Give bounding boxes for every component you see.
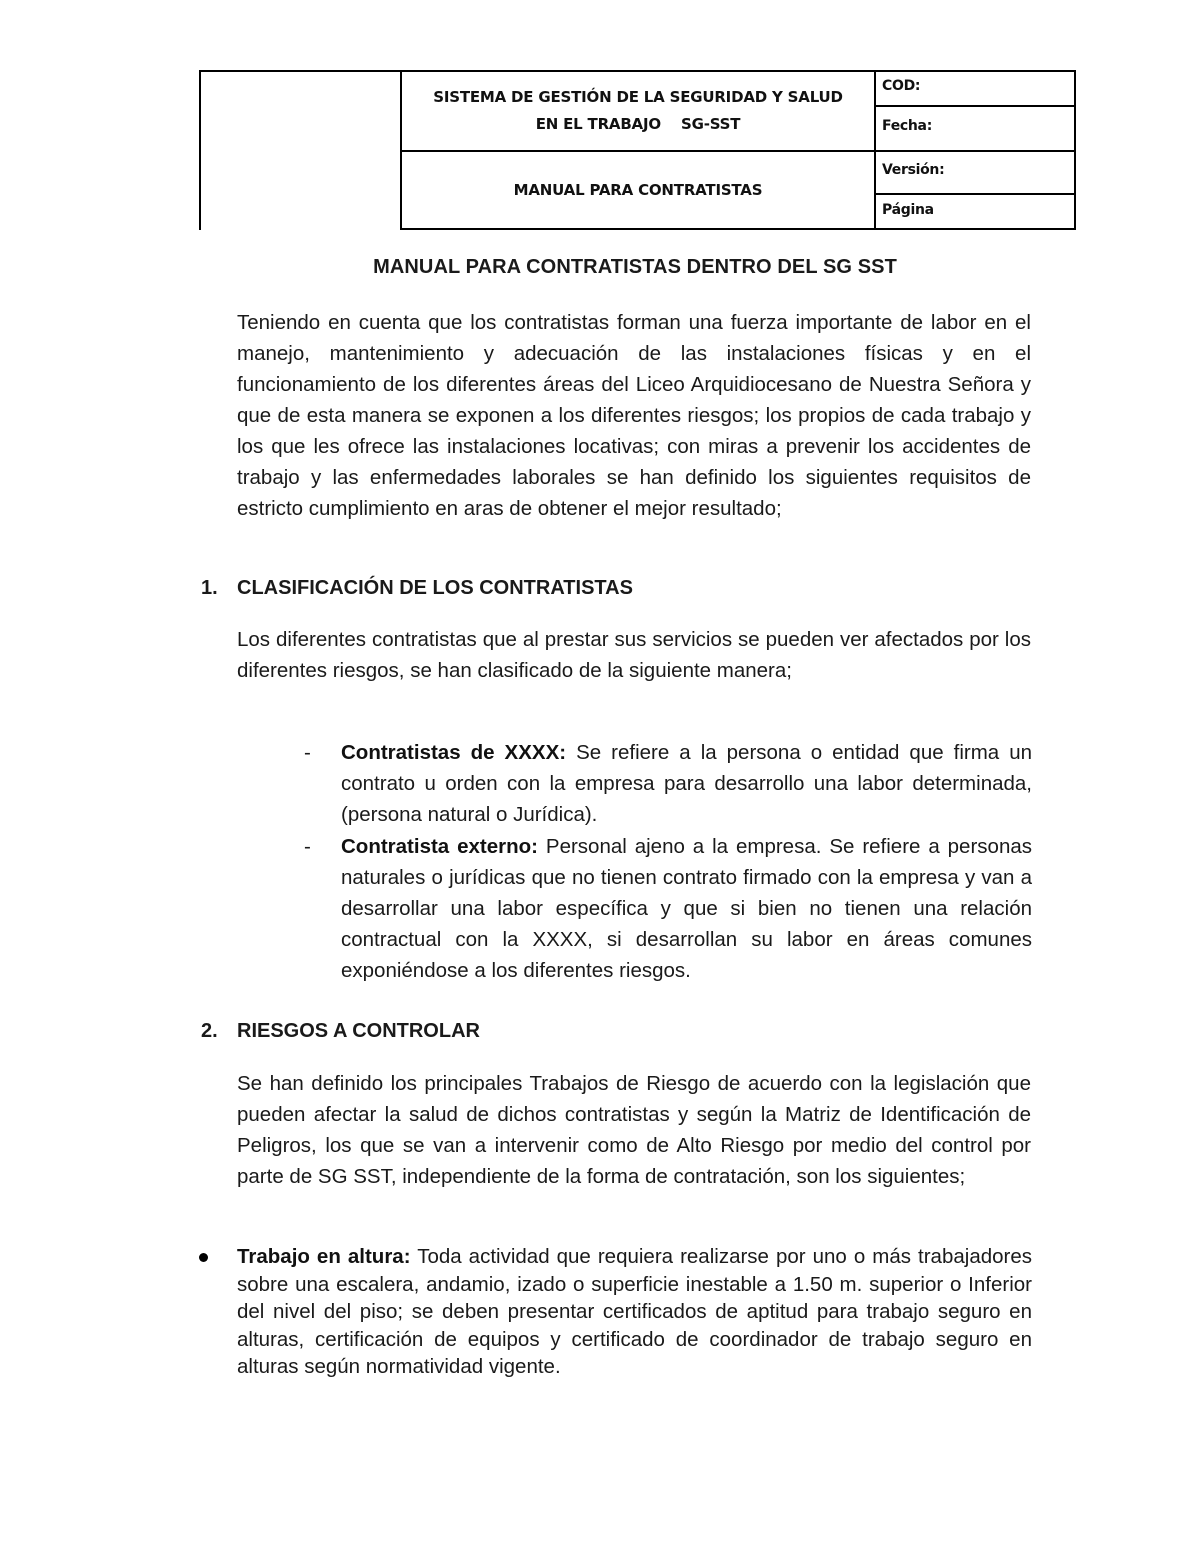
bullet-icon bbox=[199, 1253, 208, 1262]
dash-marker: - bbox=[304, 741, 311, 764]
list-item-label: Trabajo en altura: bbox=[237, 1245, 411, 1268]
system-title-cell bbox=[402, 72, 874, 150]
section-2-number: 2. bbox=[201, 1020, 218, 1042]
dash-marker: - bbox=[304, 835, 311, 858]
section-2-paragraph: Se han definido los principales Trabajos de Riesgo de acuerdo con la legislación que pueden afectar la salud de dichos contratistas y según la Matriz de Identificación de Peligros, los que se van a intervenir como de Alto Riesgo por medio del control por parte de SG SST, independiente de la forma de contratación, son los siguientes; bbox=[237, 1072, 1031, 1188]
list-item-contratistas-xxxx bbox=[341, 737, 1032, 830]
system-title-line2: EN EL TRABAJO SG-SST bbox=[535, 115, 741, 133]
cod-label: COD: bbox=[882, 78, 921, 94]
version-label: Versión: bbox=[882, 162, 945, 178]
section-1-title: CLASIFICACIÓN DE LOS CONTRATISTAS bbox=[237, 577, 633, 599]
section-1-number: 1. bbox=[201, 577, 218, 599]
list-item-label: Contratista externo: bbox=[341, 835, 538, 858]
section-1-heading bbox=[201, 577, 633, 600]
system-title-line1: SISTEMA DE GESTIÓN DE LA SEGURIDAD Y SALUD bbox=[433, 88, 843, 106]
list-item-text: Personal ajeno a la empresa. Se refiere a personas naturales o jurídicas que no tienen contrato firmado con la empresa y van a desarrollar una labor específica y que si bien no tienen una relación contractual con la XXXX, si desarrollan su labor en áreas comunes exponiéndose a los diferentes riesgos. bbox=[341, 835, 1032, 982]
document-title: MANUAL PARA CONTRATISTAS DENTRO DEL SG SST bbox=[373, 256, 897, 278]
intro-paragraph: Teniendo en cuenta que los contratistas forman una fuerza importante de labor en el manejo, mantenimiento y adecuación de las instalaciones físicas y en el funcionamiento de los diferentes áreas del Liceo Arquidiocesano de Nuestra Señora y que de esta manera se exponen a los diferentes riesgos; los propios de cada trabajo y los que les ofrece las instalaciones locativas; con miras a prevenir los accidentes de trabajo y las enfermedades laborales se han definido los siguientes requisitos de estricto cumplimiento en aras de obtener el mejor resultado; bbox=[237, 311, 1031, 520]
pagina-label: Página bbox=[882, 202, 934, 218]
section-2-title: RIESGOS A CONTROLAR bbox=[237, 1020, 480, 1042]
list-item-label: Contratistas de XXXX: bbox=[341, 741, 567, 764]
list-item-text: Se refiere a la persona o entidad que firma un contrato u orden con la empresa para desarrollo una labor determinada, (persona natural o Jurídica). bbox=[341, 741, 1032, 826]
section-2-heading bbox=[201, 1020, 480, 1043]
fecha-label: Fecha: bbox=[882, 118, 933, 134]
document-header-table bbox=[199, 70, 1076, 230]
list-item-trabajo-en-altura bbox=[237, 1243, 1032, 1381]
manual-title-cell bbox=[402, 152, 874, 228]
list-item-text: Toda actividad que requiera realizarse por uno o más trabajadores sobre una escalera, andamio, izado o superficie inestable a 1.50 m. superior o Inferior del nivel del piso; se deben presentar certificados de aptitud para trabajo seguro en alturas, certificación de equipos y certificado de coordinador de trabajo seguro en alturas según normatividad vigente. bbox=[237, 1245, 1032, 1378]
logo-cell bbox=[201, 72, 400, 228]
list-item-contratista-externo bbox=[341, 831, 1032, 986]
section-1-paragraph: Los diferentes contratistas que al prestar sus servicios se pueden ver afectados por los diferentes riesgos, se han clasificado de la siguiente manera; bbox=[237, 628, 1031, 682]
manual-title: MANUAL PARA CONTRATISTAS bbox=[513, 180, 763, 199]
